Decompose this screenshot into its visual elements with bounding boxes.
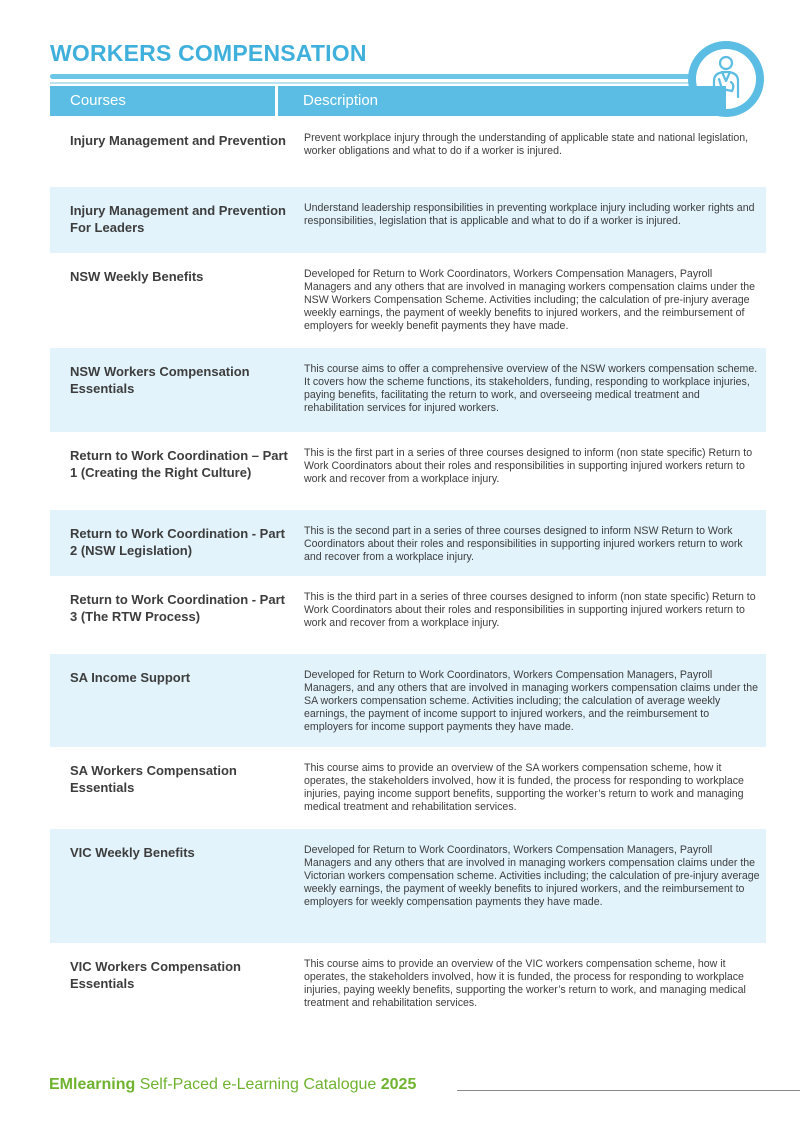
course-name: NSW Workers Compensation Essentials bbox=[70, 364, 250, 396]
table-row bbox=[50, 432, 766, 510]
table-row bbox=[50, 187, 766, 253]
course-description: This course aims to offer a comprehensive overview of the NSW workers compensation scheme. It covers how the scheme functions, its stakeholders, funding, responding to workplace injuries, paying benefits, facilitating the return to work, and overseeing medical treatment and rehabilitation services for injured workers. bbox=[304, 363, 758, 414]
footer-catalogue-title bbox=[49, 1076, 416, 1094]
course-description: Developed for Return to Work Coordinators, Workers Compensation Managers, Payroll Managers, and any others that are involved in managing workers compensation claims under the SA workers compensation scheme. Activities including; the calculation of average weekly earnings, the payment of income support to injured workers, and the reimbursement to employers for income support payments they have made. bbox=[304, 669, 759, 733]
footer-text: Self-Paced e-Learning Catalogue bbox=[139, 1076, 377, 1093]
course-description: This course aims to provide an overview of the SA workers compensation scheme, how it operates, the stakeholders involved, how it is funded, the process for responding to workplace injuries, paying income support benefits, supporting the worker’s return to work and managing medical treatment and rehabilitation services. bbox=[304, 762, 744, 813]
table-row bbox=[50, 253, 766, 348]
footer-year: 2025 bbox=[380, 1076, 417, 1093]
table-row bbox=[50, 576, 766, 654]
table-row bbox=[50, 829, 766, 943]
course-name: SA Workers Compensation Essentials bbox=[70, 763, 237, 795]
course-description: This is the first part in a series of three courses designed to inform (non state specific) Return to Work Coordinators about their roles and responsibilities in supporting injured workers return to work and recover from a workplace injury. bbox=[304, 447, 753, 485]
column-header-description: Description bbox=[278, 86, 726, 116]
course-description: Developed for Return to Work Coordinators, Workers Compensation Managers, Payroll Managers and any others that are involved in managing workers compensation claims under the NSW Workers Compensation Scheme. Activities including; the calculation of pre-injury average weekly earnings, the payment of weekly benefits to injured workers, and the reimbursement of employers for weekly benefit payments they have made. bbox=[304, 268, 756, 332]
footer-brand: EMlearning bbox=[49, 1076, 136, 1093]
page-title: WORKERS COMPENSATION bbox=[50, 40, 367, 66]
course-name: VIC Weekly Benefits bbox=[70, 845, 195, 860]
table-row bbox=[50, 117, 766, 187]
table-row bbox=[50, 943, 766, 1033]
course-name: Injury Management and Prevention bbox=[70, 133, 286, 148]
course-name: Injury Management and Prevention For Leaders bbox=[70, 203, 286, 235]
course-description: Prevent workplace injury through the understanding of applicable state and national legislation, worker obligations and what to do if a worker is injured. bbox=[304, 132, 749, 157]
course-name: Return to Work Coordination - Part 2 (NSW Legislation) bbox=[70, 526, 285, 558]
course-description: This is the third part in a series of three courses designed to inform (non state specific) Return to Work Coordinators about their roles and responsibilities in supporting injured workers return to work and recover from a workplace injury. bbox=[304, 591, 756, 629]
title-rule bbox=[50, 74, 710, 79]
table-row bbox=[50, 510, 766, 576]
course-name: VIC Workers Compensation Essentials bbox=[70, 959, 241, 991]
course-description: This course aims to provide an overview of the VIC workers compensation scheme, how it operates, the stakeholders involved, how it is funded, the process for responding to workplace injuries, paying weekly benefits, supporting the worker’s return to work, and managing medical treatment and rehabilitation services. bbox=[304, 958, 746, 1009]
course-name: SA Income Support bbox=[70, 670, 191, 685]
course-name: NSW Weekly Benefits bbox=[70, 269, 204, 284]
course-description: Understand leadership responsibilities in preventing workplace injury including worker rights and responsibilities, legislation that is applicable and what to do if a worker is injured. bbox=[304, 202, 755, 227]
column-header-courses: Courses bbox=[50, 86, 275, 116]
table-row bbox=[50, 654, 766, 747]
course-description: Developed for Return to Work Coordinators, Workers Compensation Managers, Payroll Managers and any others that are involved in managing workers compensation claims under the Victorian workers compensation scheme. Activities including; the calculation of pre-injury average weekly earnings, the payment of weekly benefits to injured workers, and the reimbursement to employers for weekly compensation payments they have made. bbox=[304, 844, 760, 908]
course-description: This is the second part in a series of three courses designed to inform NSW Return to Work Coordinators about their roles and responsibilities in supporting injured workers return to work and recover from a workplace injury. bbox=[304, 525, 743, 563]
title-rule-thin bbox=[50, 82, 710, 84]
table-row bbox=[50, 747, 766, 829]
course-name: Return to Work Coordination - Part 3 (The RTW Process) bbox=[70, 592, 285, 624]
footer-rule bbox=[457, 1090, 800, 1091]
course-name: Return to Work Coordination – Part 1 (Creating the Right Culture) bbox=[70, 448, 288, 480]
table-row bbox=[50, 348, 766, 432]
course-table bbox=[50, 117, 766, 1033]
